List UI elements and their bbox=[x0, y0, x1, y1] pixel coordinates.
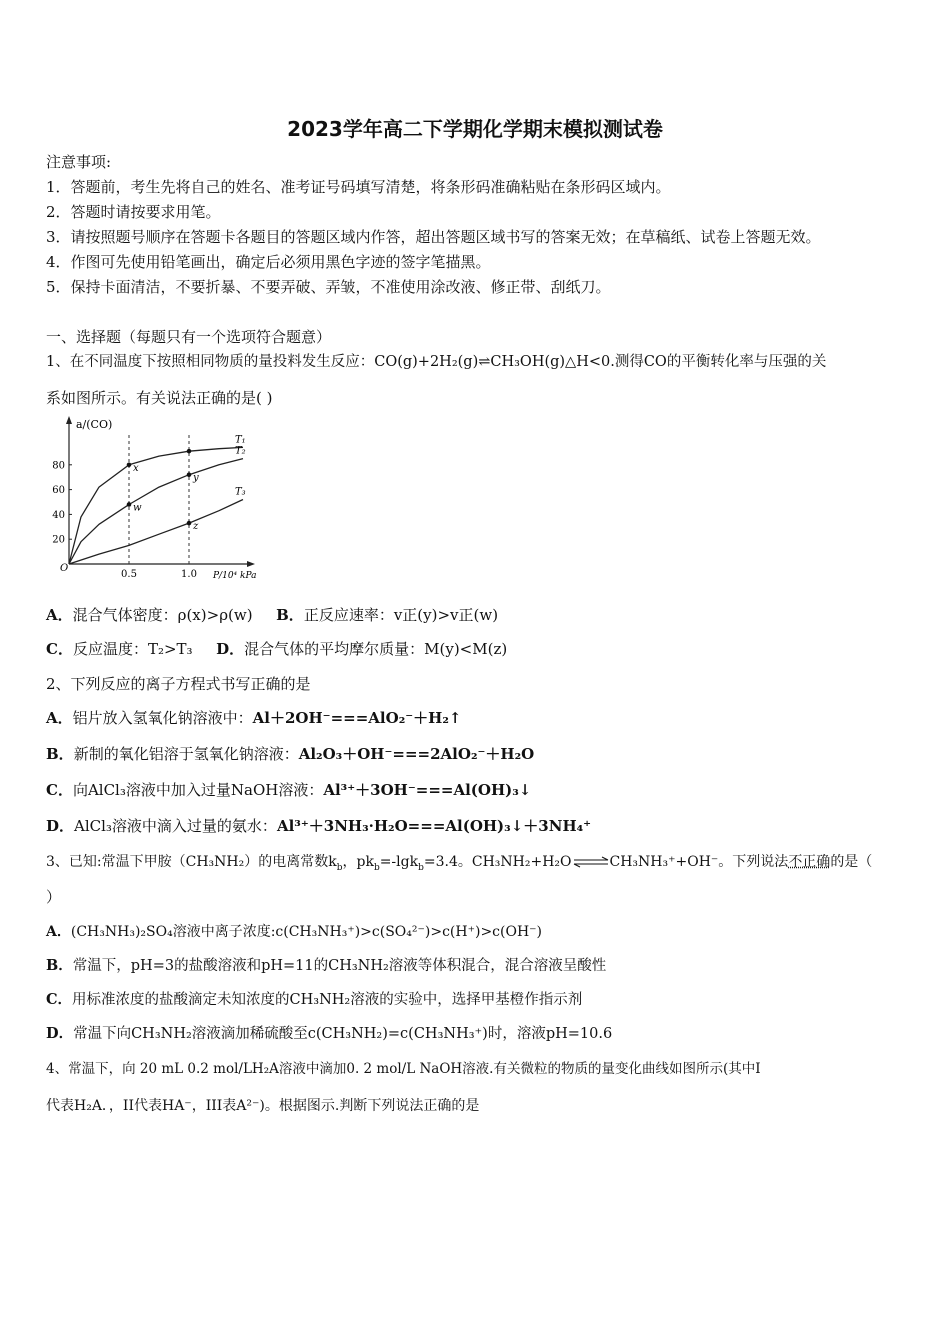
q2-option-b-label: B． bbox=[46, 745, 74, 763]
q3-option-d-label: D． bbox=[46, 1025, 74, 1042]
q1-option-a-label: A． bbox=[46, 606, 73, 624]
q2-option-c bbox=[46, 780, 531, 800]
q2-option-b-equation: Al₂O₃＋OH⁻===2AlO₂⁻＋H₂O bbox=[298, 745, 535, 763]
series-label: T₂ bbox=[235, 445, 246, 457]
series-label: T₁ bbox=[235, 434, 246, 446]
q3-option-d-text: 常温下向CH₃NH₂溶液滴加稀硫酸至c(CH₃NH₂)=c(CH₃NH₃⁺)时，溶液pH=10.6 bbox=[73, 1026, 613, 1042]
y-tick-label: 80 bbox=[52, 460, 65, 472]
q1-options-row1 bbox=[46, 605, 498, 625]
data-point-label: y bbox=[193, 472, 199, 484]
page-title: 2023学年高二下学期化学期末模拟测试卷 bbox=[287, 117, 663, 141]
data-point bbox=[187, 521, 192, 526]
notice-item: 1．答题前，考生先将自己的姓名、准考证号码填写清楚，将条形码准确粘贴在条形码区域内。 bbox=[46, 178, 671, 196]
q1-option-c-label: C． bbox=[46, 640, 73, 658]
data-point-label: z bbox=[193, 521, 199, 533]
x-axis-label: P/10⁴ kPa bbox=[213, 571, 257, 581]
q2-option-b-text: 新制的氧化铝溶于氢氧化钠溶液： bbox=[73, 745, 299, 763]
q2-option-a-label: A． bbox=[46, 709, 73, 727]
q1-option-b: 正反应速率：v正(y)>v正(w) bbox=[303, 606, 499, 624]
q1-option-d: 混合气体的平均摩尔质量：M(y)<M(z) bbox=[244, 640, 508, 658]
q1-option-c: 反应温度：T₂>T₃ bbox=[72, 640, 193, 658]
q2-option-d bbox=[46, 816, 591, 836]
notice-item: 2．答题时请按要求用笔。 bbox=[46, 203, 221, 221]
q3-stem-part: 3、已知:常温下甲胺（CH₃NH₂）的电离常数k bbox=[46, 854, 337, 870]
q3-option-a-text: (CH₃NH₃)₂SO₄溶液中离子浓度:c(CH₃NH₃⁺)>c(SO₄²⁻)>c(H⁺)>c(OH⁻) bbox=[70, 924, 543, 940]
y-axis-label: a/(CO) bbox=[76, 418, 113, 431]
y-tick-label: 60 bbox=[52, 485, 65, 497]
y-axis-arrow bbox=[66, 416, 72, 424]
data-point bbox=[187, 449, 192, 454]
q2-option-d-label: D． bbox=[46, 817, 75, 835]
q2-option-a-text: 铝片放入氢氧化钠溶液中： bbox=[72, 709, 253, 727]
q2-option-a bbox=[46, 708, 462, 728]
q3-option-c-label: C． bbox=[46, 991, 73, 1008]
series-line bbox=[69, 500, 243, 565]
q3-stem-sub: b bbox=[418, 862, 424, 873]
q3-stem-part: =-lgk bbox=[379, 854, 419, 870]
data-point bbox=[187, 472, 192, 477]
q3-stem-sub: b bbox=[373, 862, 380, 873]
notice-item: 5．保持卡面清洁，不要折暴、不要弄破、弄皱，不准使用涂改液、修正带、刮纸刀。 bbox=[46, 278, 611, 296]
q1-option-b-label: B． bbox=[276, 606, 304, 624]
q1-stem-line1: 1、在不同温度下按照相同物质的量投料发生反应：CO(g)+2H₂(g)⇌CH₃OH(g)△H<0.测得CO的平衡转化率与压强的关 bbox=[46, 354, 827, 370]
q2-option-c-equation: Al³⁺＋3OH⁻===Al(OH)₃↓ bbox=[323, 781, 532, 799]
q1-options-row2 bbox=[46, 639, 507, 659]
y-tick-label: 20 bbox=[52, 534, 65, 546]
x-tick-label: 0.5 bbox=[121, 569, 137, 580]
q3-stem-line1 bbox=[46, 852, 872, 872]
q3-stem-part: CH₃NH₃⁺+OH⁻。下列说法 bbox=[609, 854, 789, 870]
q3-stem-emphasis: 不正确 bbox=[788, 854, 831, 870]
q1-stem-line2: 系如图所示。有关说法正确的是( ) bbox=[46, 389, 273, 407]
notice-item: 3．请按照题号顺序在答题卡各题目的答题区域内作答，超出答题区域书写的答案无效；在草稿纸、试卷上答题无效。 bbox=[46, 228, 821, 246]
q3-stem-sub: b bbox=[336, 862, 343, 873]
q3-option-c bbox=[46, 990, 582, 1010]
q4-stem-line1: 4、常温下，向 20 mL 0.2 mol/LH₂A溶液中滴加0. 2 mol/L NaOH溶液.有关微粒的物质的量变化曲线如图所示(其中I bbox=[46, 1061, 761, 1077]
data-point-label: x bbox=[133, 462, 139, 474]
q3-stem-part: 的是（ bbox=[830, 854, 873, 870]
notice-item: 4．作图可先使用铅笔画出，确定后必须用黑色字迹的签字笔描黑。 bbox=[46, 253, 491, 271]
q3-stem-part: ，pk bbox=[342, 854, 374, 870]
q3-option-d bbox=[46, 1024, 612, 1044]
co-conversion-chart bbox=[46, 412, 278, 584]
equilibrium-arrow-icon bbox=[572, 856, 610, 868]
q2-option-c-label: C． bbox=[46, 781, 73, 799]
q4-stem-line2: 代表H₂A．，II代表HA⁻，III表A²⁻)。根据图示.判断下列说法正确的是 bbox=[46, 1098, 480, 1114]
series-label: T₃ bbox=[235, 486, 246, 498]
q1-option-a: 混合气体密度：ρ(x)>ρ(w) bbox=[72, 606, 253, 624]
q3-option-b-text: 常温下，pH=3的盐酸溶液和pH=11的CH₃NH₂溶液等体积混合，混合溶液呈酸性 bbox=[72, 958, 607, 974]
q2-option-c-text: 向AlCl₃溶液中加入过量NaOH溶液： bbox=[72, 781, 324, 799]
q3-stem-line2: ） bbox=[46, 888, 62, 906]
q3-option-b-label: B． bbox=[46, 957, 73, 974]
q2-option-d-text: AlCl₃溶液中滴入过量的氨水： bbox=[74, 817, 277, 835]
q3-option-c-text: 用标准浓度的盐酸滴定未知浓度的CH₃NH₂溶液的实验中，选择甲基橙作指示剂 bbox=[72, 992, 583, 1008]
origin-label: O bbox=[60, 563, 69, 574]
y-tick-label: 40 bbox=[52, 509, 65, 521]
q2-option-a-equation: Al＋2OH⁻===AlO₂⁻＋H₂↑ bbox=[252, 709, 462, 727]
x-tick-label: 1.0 bbox=[181, 569, 197, 580]
q2-option-d-equation: Al³⁺＋3NH₃·H₂O===Al(OH)₃↓＋3NH₄⁺ bbox=[276, 817, 592, 835]
q3-option-a-label: A． bbox=[46, 924, 71, 940]
notice-heading: 注意事项: bbox=[46, 153, 112, 171]
data-point bbox=[127, 463, 132, 468]
data-point bbox=[127, 502, 132, 507]
q3-stem-part: =3.4。CH₃NH₂+H₂O bbox=[423, 854, 572, 870]
q1-option-d-label: D． bbox=[216, 640, 245, 658]
q2-option-b bbox=[46, 744, 534, 764]
section-heading: 一、选择题（每题只有一个选项符合题意） bbox=[46, 328, 332, 346]
data-point-label: w bbox=[133, 502, 142, 514]
x-axis-arrow bbox=[247, 561, 255, 567]
q2-stem: 2、下列反应的离子方程式书写正确的是 bbox=[46, 675, 311, 693]
q3-option-a bbox=[46, 922, 542, 942]
q3-option-b bbox=[46, 956, 606, 976]
